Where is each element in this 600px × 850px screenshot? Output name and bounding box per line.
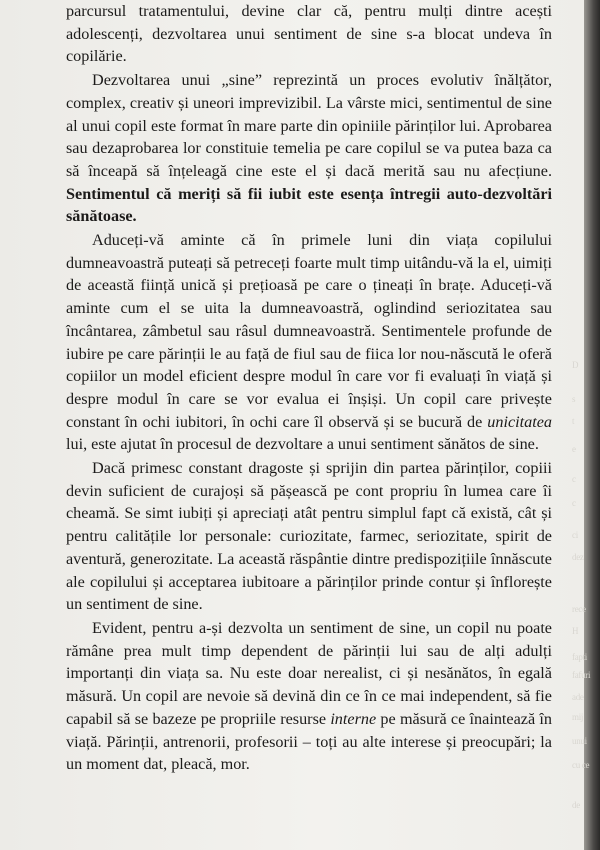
paragraph [66, 617, 552, 776]
facing-page-fragment: c [572, 474, 576, 484]
facing-page-fragment: ci [572, 530, 578, 540]
facing-page-fragment: dez [572, 552, 584, 562]
facing-page-fragment: c [572, 498, 576, 508]
bold-text: Sentimentul că meriți să fii iubit este esența întregii auto-dezvoltări sănătoase. [66, 184, 552, 226]
facing-page-fragment: e [572, 444, 576, 454]
text-run: pe măsură ce înaintează în viață. Părinții, antrenorii, profesorii – toți au alte interese și preocupări; la un moment dat, pleacă, mor. [66, 709, 552, 774]
paragraph [66, 0, 552, 68]
text-run: Evident, pentru a-și dezvolta un sentiment de sine, un copil nu poate rămâne prea mult timp dependent de părinții lui sau de alți adulți importanți din viața sa. Nu este doar nerealist, ci și nesănătos, în egală măsură. Un copil are nevoie să devină din ce în ce mai independent, să fie capabil să se bazeze pe propriile resurse [66, 618, 552, 728]
text-run: lui, este ajutat în procesul de dezvoltare a unui sentiment sănătos de sine. [66, 435, 539, 454]
facing-page-fragment: fafuri [572, 670, 591, 680]
facing-page-fragment: ade [572, 692, 584, 702]
facing-page-fragment: fapti [572, 652, 587, 662]
facing-page-fragment: D [572, 360, 579, 370]
text-run: Aduceți-vă aminte că în primele luni din viața copilului dumneavoastră puteați să petreceți foarte mult timp uitându-vă la el, uimiți de această ființă unică și prețioasă pe care o țineați în brațe. Aduceți-vă aminte cum el se uita la dumneavoastră, oglindind seriozitatea sau încântarea, zâmbetul sau râsul dumneavoastră. Sentimentele profunde de iubire pe care părinții le au față de fiul sau de fiica lor nou-născută le oferă copiilor un model eficient despre modul în care vor fi evaluați în viață și despre modul în care se vor evalua ei înșiși. Un copil care privește constant în ochi iubitori, în ochi care îl observă și se bucură de [66, 231, 552, 431]
paragraph [66, 69, 552, 228]
facing-page-edge [572, 0, 600, 850]
facing-page-fragment: unui [572, 736, 587, 746]
text-run: Dacă primesc constant dragoste și sprijin din partea părinților, copiii devin suficient de curajoși să pășească pe cont propriu în lumea care îi cheamă. Se simt iubiți și apreciați atât pentru simplul fapt că există, cât și pentru calitățile lor personale: curiozitate, farmec, seriozitate, spirit de aventură, generozitate. La această răspântie dintre predispozițiile înnăscute ale copilului și acceptarea iubitoare a părinților prinde contur și înflorește un sentiment de sine. [66, 459, 552, 614]
facing-page-fragment: t [572, 416, 575, 426]
paragraph [66, 457, 552, 616]
paragraph [66, 229, 552, 456]
facing-page-fragment: de [572, 800, 580, 810]
italic-text: unicitatea [487, 412, 552, 431]
body-text [66, 0, 552, 776]
facing-page-fragment: mij [572, 712, 584, 722]
facing-page-fragment: H [572, 626, 579, 636]
facing-page-fragment: s [572, 394, 576, 404]
italic-text: interne [330, 709, 377, 728]
facing-page-fragment: rece [572, 604, 586, 614]
facing-page-fragment: cu ce [572, 760, 590, 770]
text-run: parcursul tratamentului, devine clar că, pentru mulți dintre acești adolescenți, dezvoltarea unui sentiment de sine s-a blocat undeva în copilărie. [66, 2, 552, 66]
text-run: Dezvoltarea unui „sine” reprezintă un proces evolutiv înălțător, complex, creativ și uneori imprevizibil. La vârste mici, sentimentul de sine al unui copil este format în mare parte din opiniile părinților lui. Aprobarea sau dezaprobarea lor constituie temelia pe care copilul se va putea baza ca să înceapă să înțeleagă cine este el și dacă merită sau nu afecțiune. [66, 71, 552, 180]
